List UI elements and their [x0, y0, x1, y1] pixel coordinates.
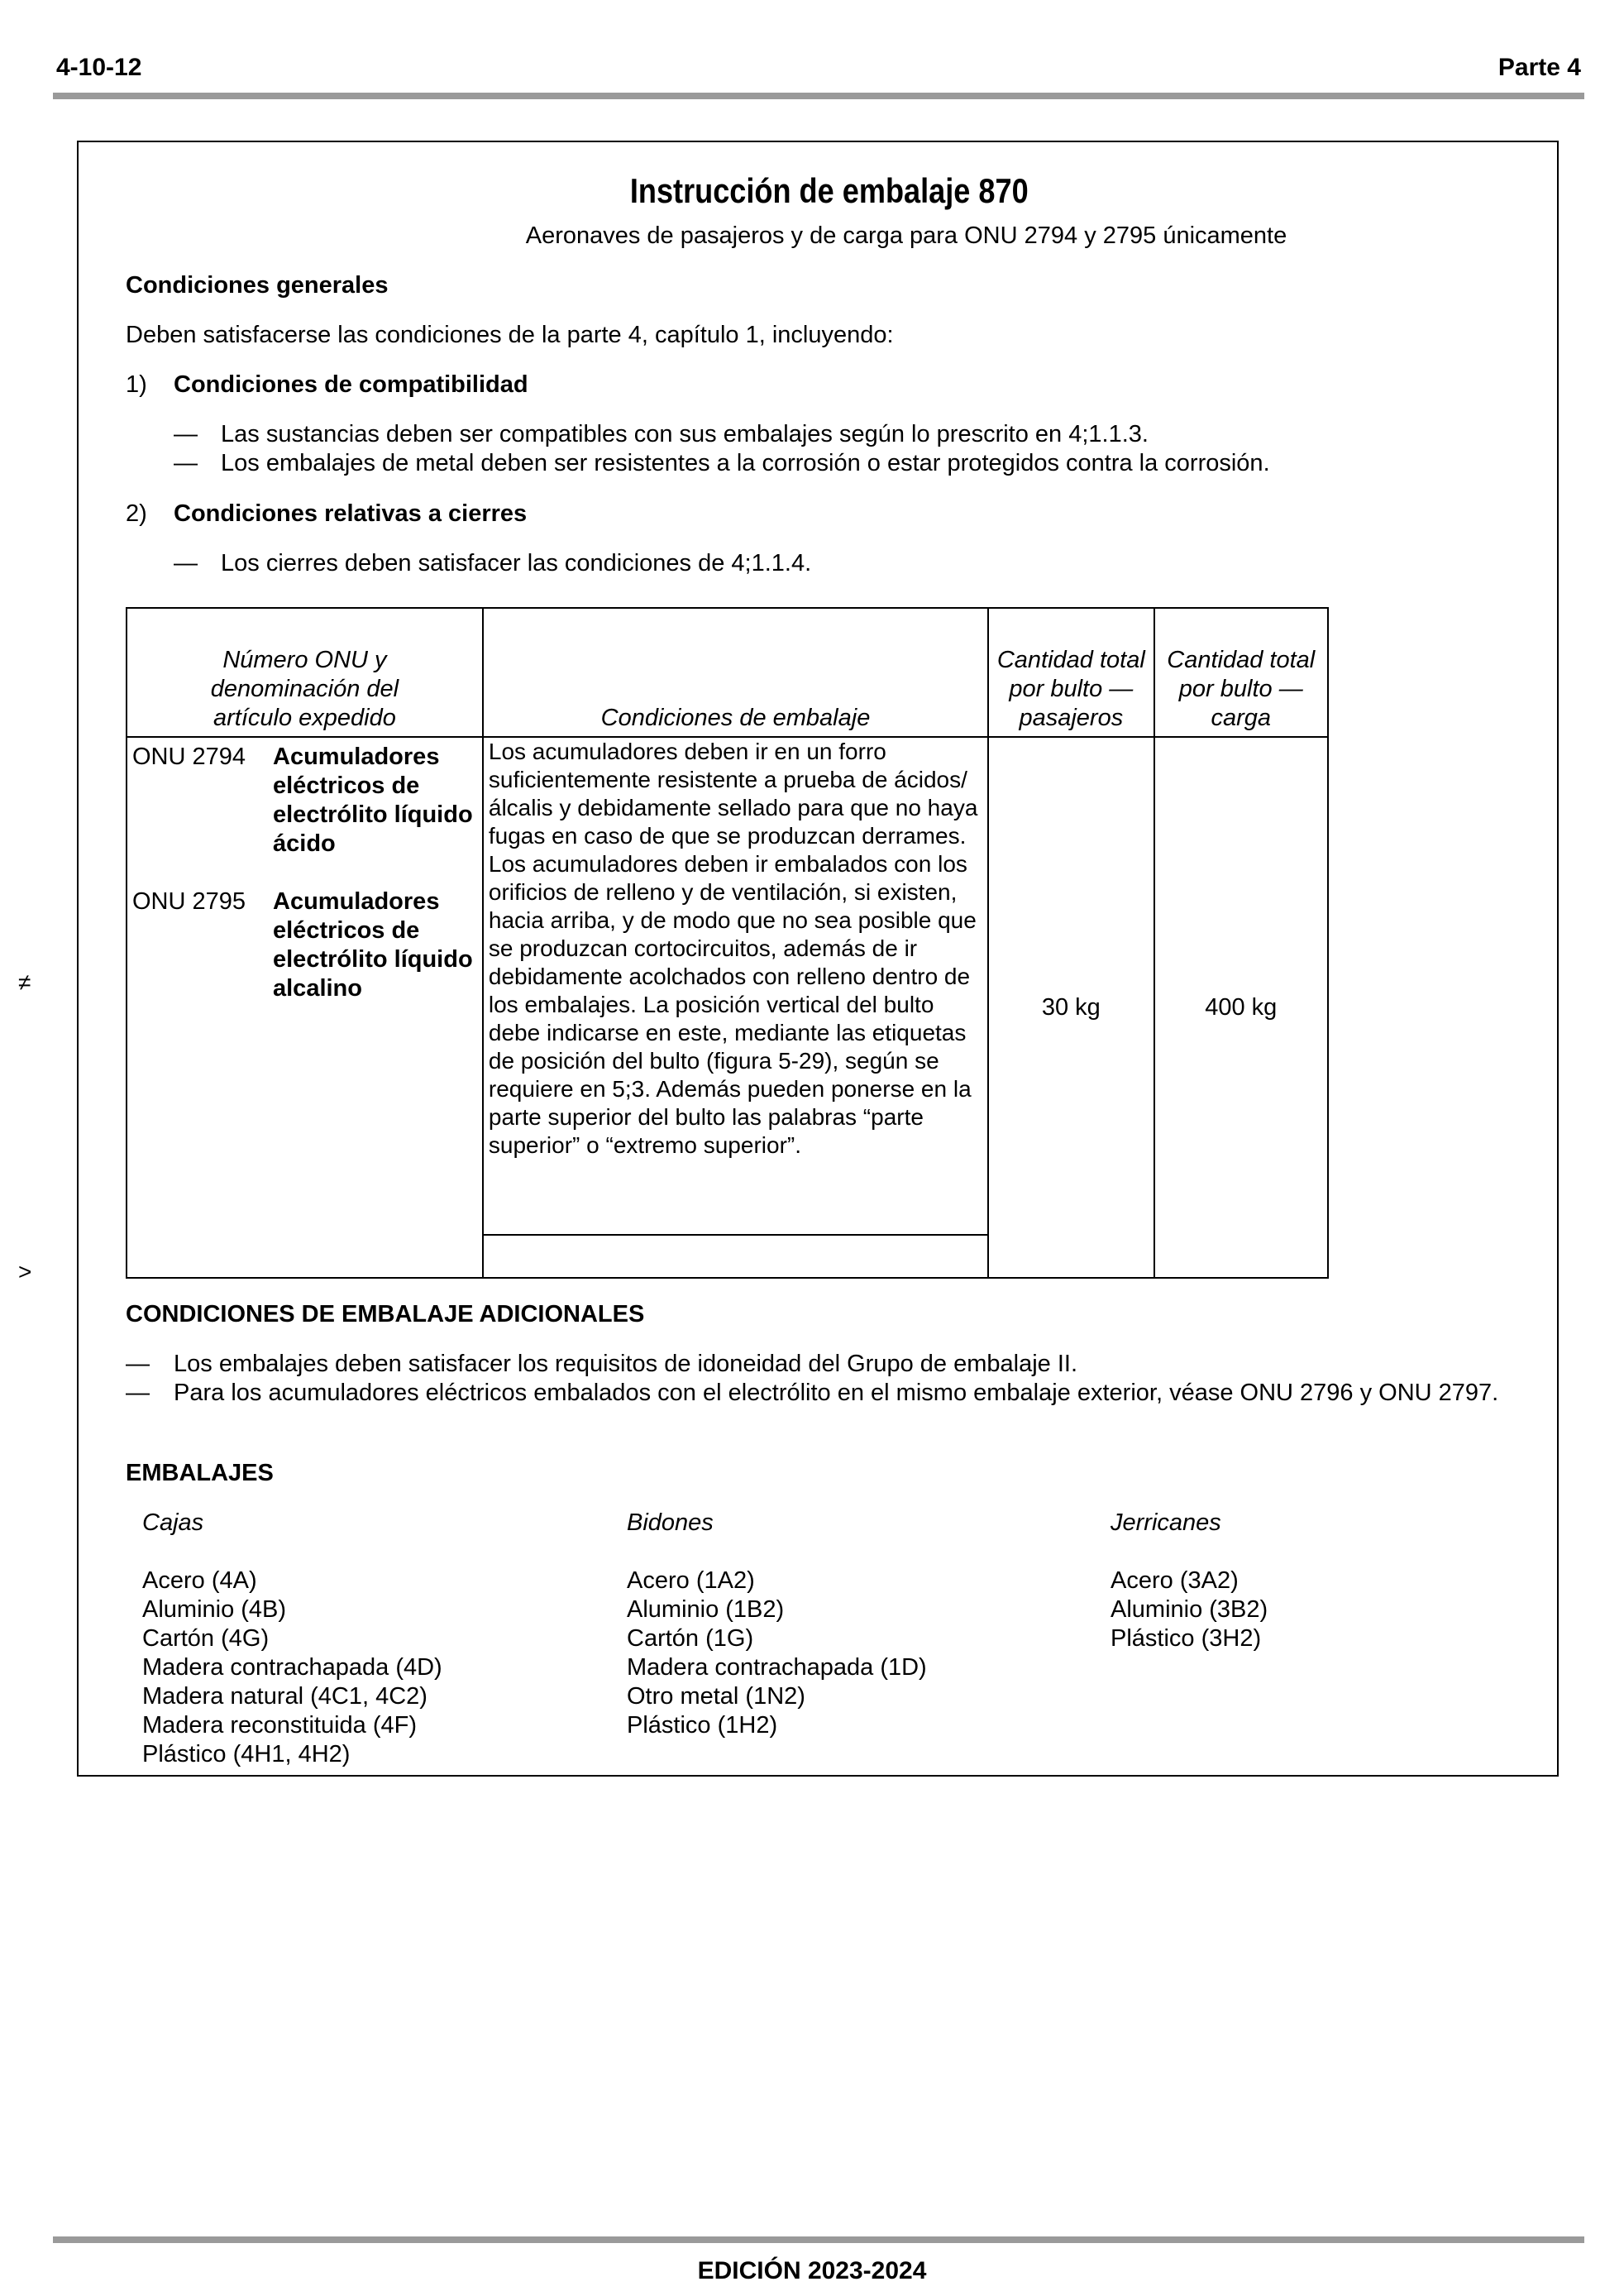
column-title: Bidones — [627, 1509, 714, 1536]
bullet-dash: — — [174, 450, 198, 476]
bullet-text: Los embalajes deben satisfacer los requisitos de idoneidad del Grupo de embalaje II. — [174, 1351, 1078, 1377]
packing-condition-text: Los acumuladores deben ir en un forro suficientemente resistente a prueba de ácidos/álcalis y debidamente sellado para que no haya fugas en caso de que se produzcan derrames. Los acumuladores deben ir embalados con los orificios de relleno y de ventilación, si existen, hacia arriba, y de modo que no sea posible que se produzcan cortocircuitos, además de ir debidamente acolchados con relleno dentro de los embalajes. La posición vertical del bulto debe indicarse en este, mediante las etiquetas de posición del bulto (figura 5-29), según se requiere en 5;3. Además pueden ponerse en la parte superior del bulto las palabras “parte superior” o “extremo superior”. — [483, 737, 988, 1235]
un-number: ONU 2795 — [132, 888, 246, 915]
header-rule — [53, 93, 1584, 99]
un-name: Acumuladores eléctricos de electrólito líquido alcalino — [273, 888, 473, 1002]
packaging-item: Acero (1A2) — [627, 1567, 755, 1594]
bullet-text: Las sustancias deben ser compatibles con sus embalajes según lo prescrito en 4;1.1.3. — [221, 421, 1149, 447]
packaging-item: Acero (4A) — [142, 1567, 257, 1594]
instruction-box — [77, 141, 1559, 1777]
bullet-dash: — — [126, 1351, 150, 1377]
un-entries-cell — [127, 737, 483, 1278]
packaging-item: Cartón (1G) — [627, 1625, 754, 1652]
page-title: Instrucción de embalaje 870 — [629, 171, 1029, 210]
item-number: 1) — [126, 371, 147, 398]
general-intro: Deben satisfacerse las condiciones de la parte 4, capítulo 1, incluyendo: — [126, 322, 894, 348]
qty-passengers: 30 kg — [988, 737, 1154, 1278]
part-label: Parte 4 — [1497, 54, 1581, 81]
header-qty-passengers: Cantidad total por bulto — pasajeros — [988, 608, 1154, 737]
packaging-column-drums — [627, 1509, 927, 1740]
packing-table — [126, 607, 1329, 1279]
empty-condition-cell — [483, 1235, 988, 1278]
edition-label: EDICIÓN 2023-2024 — [697, 2257, 927, 2284]
bullet-dash: — — [126, 1380, 150, 1406]
column-title: Cajas — [142, 1509, 204, 1536]
un-entry — [132, 743, 477, 859]
packaging-item: Cartón (4G) — [142, 1625, 270, 1652]
page-number: 4-10-12 — [56, 54, 142, 81]
packaging-item: Plástico (4H1, 4H2) — [142, 1741, 351, 1767]
change-mark-neq: ≠ — [18, 969, 31, 995]
change-mark-gt: > — [18, 1259, 32, 1284]
general-heading: Condiciones generales — [126, 272, 389, 299]
item-number: 2) — [126, 500, 147, 527]
column-title: Jerricanes — [1111, 1509, 1221, 1536]
un-name: Acumuladores eléctricos de electrólito líquido ácido — [273, 744, 473, 857]
bullet-dash: — — [174, 550, 198, 576]
packaging-item: Aluminio (3B2) — [1111, 1596, 1268, 1623]
bullet-text: Los cierres deben satisfacer las condiciones de 4;1.1.4. — [221, 550, 812, 576]
packaging-item: Madera reconstituida (4F) — [142, 1712, 418, 1739]
header-un-number: Número ONU y denominación del artículo expedido — [127, 608, 483, 737]
page-subtitle: Aeronaves de pasajeros y de carga para ONU 2794 y 2795 únicamente — [525, 222, 1287, 249]
packaging-item: Madera contrachapada (4D) — [142, 1654, 442, 1681]
packaging-item: Madera contrachapada (1D) — [627, 1654, 927, 1681]
header-qty-cargo: Cantidad total por bulto — carga — [1154, 608, 1328, 737]
packaging-item: Plástico (3H2) — [1111, 1625, 1262, 1652]
packaging-item: Aluminio (1B2) — [627, 1596, 785, 1623]
packaging-column-boxes — [142, 1509, 442, 1769]
qty-cargo: 400 kg — [1154, 737, 1328, 1278]
bullet-text: Para los acumuladores eléctricos embalados con el electrólito en el mismo embalaje exterior, véase ONU 2796 y ONU 2797. — [174, 1380, 1499, 1406]
packaging-item: Plástico (1H2) — [627, 1712, 778, 1739]
bullet-dash: — — [174, 421, 198, 447]
item-title-closures: Condiciones relativas a cierres — [174, 500, 528, 527]
packaging-item: Aluminio (4B) — [142, 1596, 287, 1623]
un-entry — [132, 887, 477, 1003]
footer-rule — [53, 2236, 1584, 2243]
bullet-text: Los embalajes de metal deben ser resistentes a la corrosión o estar protegidos contra la corrosión. — [221, 450, 1270, 476]
packaging-item: Madera natural (4C1, 4C2) — [142, 1683, 427, 1710]
packagings-heading: EMBALAJES — [126, 1460, 274, 1486]
packaging-column-jerricans — [1111, 1509, 1268, 1653]
header-packing-conditions: Condiciones de embalaje — [483, 608, 988, 737]
additional-heading: CONDICIONES DE EMBALAJE ADICIONALES — [126, 1301, 645, 1327]
un-number: ONU 2794 — [132, 744, 246, 770]
packaging-item: Acero (3A2) — [1111, 1567, 1239, 1594]
item-title-compatibility: Condiciones de compatibilidad — [174, 371, 528, 398]
packaging-item: Otro metal (1N2) — [627, 1683, 805, 1710]
